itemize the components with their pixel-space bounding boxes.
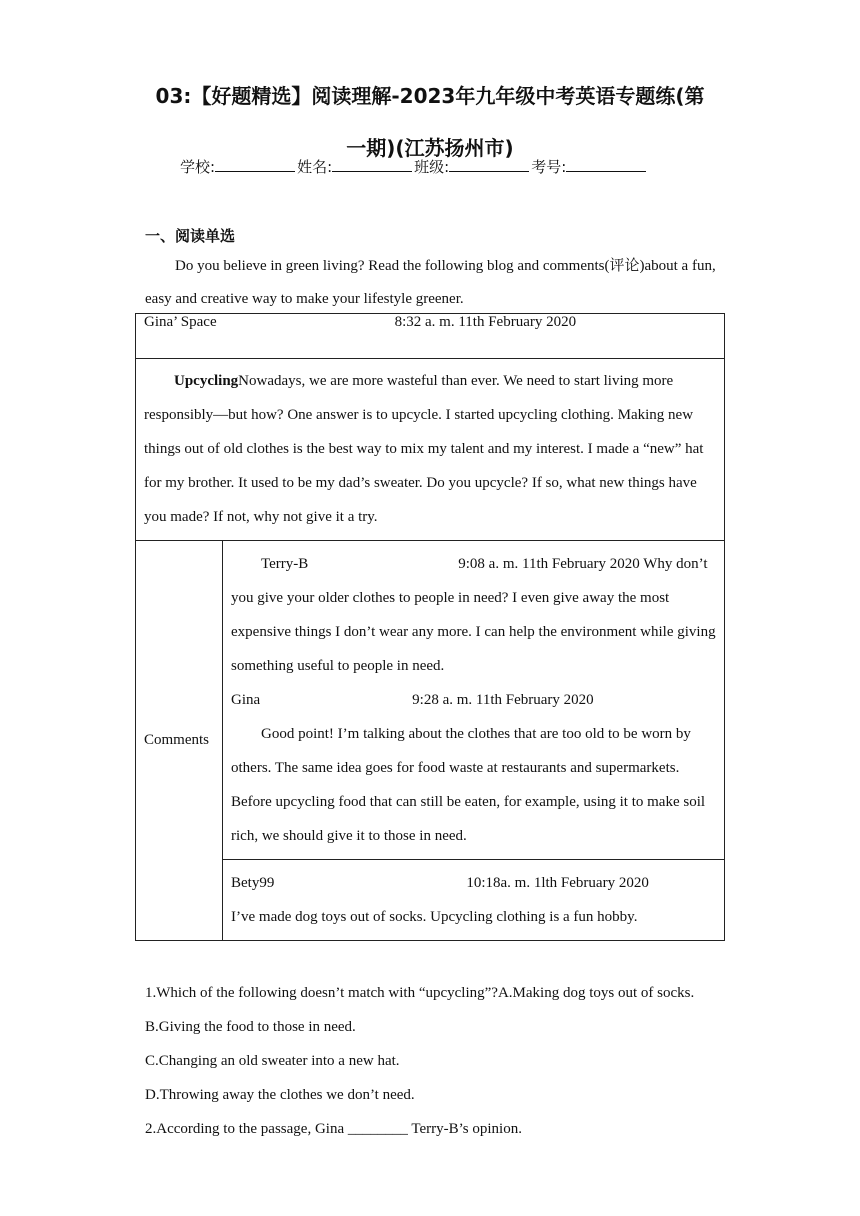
comment-author: Gina	[231, 692, 261, 708]
comment-bety-cell	[223, 860, 725, 941]
blog-header-row	[136, 314, 725, 359]
comment-text: I’ve made dog toys out of socks. Upcycling clothing is a fun hobby.	[231, 909, 638, 925]
comment-bety-header	[231, 866, 716, 900]
blog-time: 8:32 a. m. 11th February 2020	[394, 314, 577, 330]
blog-post-row	[136, 359, 725, 541]
comment-text: Good point! I’m talking about the clothes that are too old to be worn by others. The same idea goes for food waste at restaurants and supermarkets. Before upcycling food that can still be eaten, for example, using it to make soil rich, we should give it to those in need.	[231, 726, 706, 844]
comment-time: 9:08 a. m. 11th February 2020	[458, 556, 640, 572]
comment-gina-header	[231, 683, 716, 717]
name-blank[interactable]	[332, 157, 412, 172]
student-info-line	[180, 156, 648, 177]
exam-no-blank[interactable]	[566, 157, 646, 172]
title-line-1: 03:【好题精选】阅读理解-2023年九年级中考英语专题练(第	[155, 84, 705, 108]
question-1-option-c[interactable]: C.Changing an old sweater into a new hat.	[145, 1053, 400, 1069]
school-blank[interactable]	[215, 157, 295, 172]
exam-no-label: 考号:	[531, 158, 567, 176]
class-label: 班级:	[414, 158, 450, 176]
blog-header-cell	[136, 314, 725, 359]
blog-table	[135, 313, 725, 941]
comment-terry	[231, 547, 716, 683]
section-heading: 一、阅读单选	[145, 227, 236, 245]
intro-paragraph: Do you believe in green living? Read the following blog and comments(评论)about a fun, easy and creative way to make your lifestyle greener.	[145, 258, 716, 307]
comment-author: Terry-B	[261, 556, 309, 572]
question-1-option-d[interactable]: D.Throwing away the clothes we don’t need.	[145, 1087, 415, 1103]
question-1-option-b[interactable]: B.Giving the food to those in need.	[145, 1019, 356, 1035]
comments-thread-cell	[223, 541, 725, 860]
school-label: 学校:	[180, 158, 216, 176]
comments-row-2	[136, 860, 725, 941]
blog-post-body: Nowadays, we are more wasteful than ever. We need to start living more responsibly—but how? One answer is to upcycle. I started upcycling clothing. Making new things out of old clothes is the best way to mix my talent and my interest. I made a “new” hat for my brother. It used to be my dad’s sweater. Do you upcycle? If so, what new things have you made? If not, why not give it a try.	[144, 373, 704, 525]
question-2: 2.According to the passage, Gina ________ Terry-B’s opinion.	[145, 1121, 522, 1137]
comments-row-1	[136, 541, 725, 860]
title-line-2: 一期)(江苏扬州市)	[346, 136, 514, 160]
comment-text: Why don’t you give your older clothes to people in need? I even give away the most expensive things I don’t wear any more. I can help the environment while giving something useful to people in need.	[231, 556, 716, 674]
name-label: 姓名:	[297, 158, 333, 176]
blog-post-cell	[136, 359, 725, 541]
comments-label: Comments	[136, 541, 223, 941]
blog-post-title: Upcycling	[174, 373, 239, 389]
blog-post-text	[144, 364, 716, 534]
comment-author: Bety99	[231, 875, 275, 891]
comment-time: 10:18a. m. 1lth February 2020	[466, 875, 649, 891]
comment-time: 9:28 a. m. 11th February 2020	[412, 692, 594, 708]
blog-author: Gina’ Space	[144, 314, 217, 330]
question-1: 1.Which of the following doesn’t match with “upcycling”?A.Making dog toys out of socks.	[145, 985, 695, 1001]
class-blank[interactable]	[449, 157, 529, 172]
